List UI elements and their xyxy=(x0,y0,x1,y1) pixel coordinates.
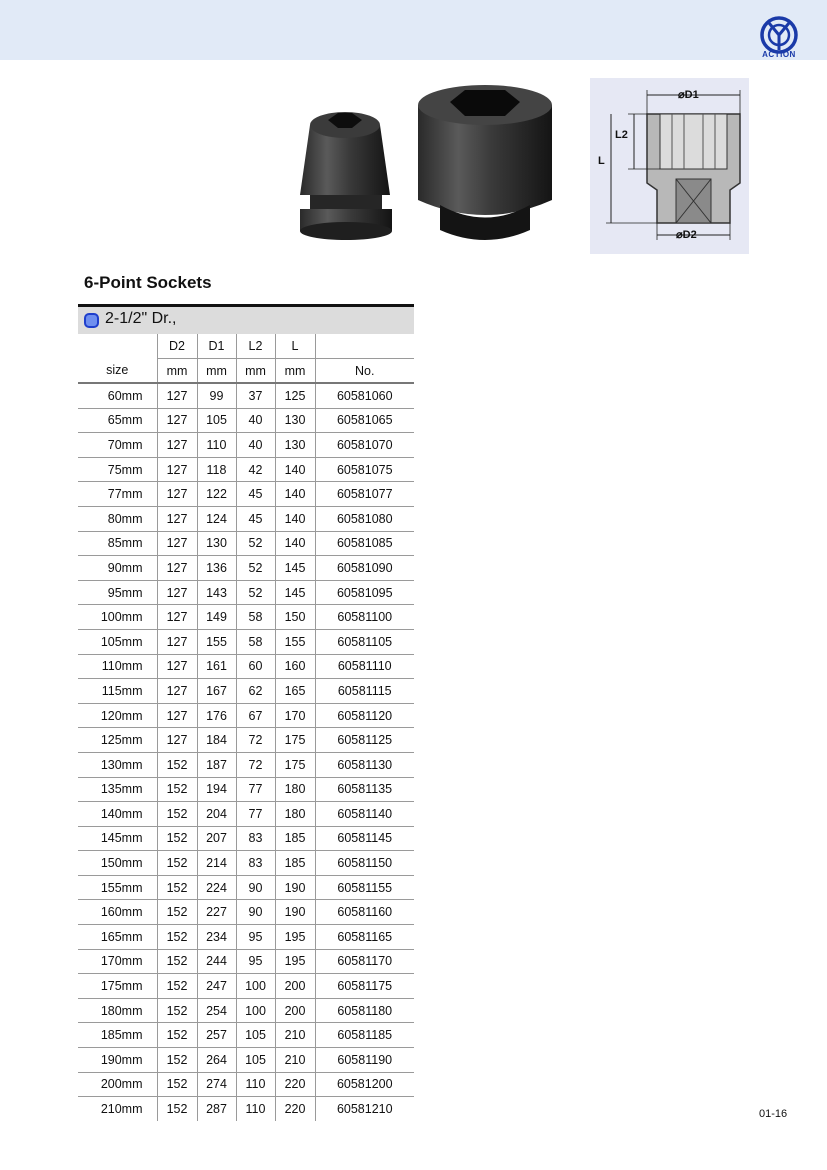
table-row xyxy=(78,1072,414,1097)
table-row xyxy=(78,1097,414,1121)
table-cell: 170 xyxy=(275,703,315,728)
table-cell: 167 xyxy=(197,679,236,704)
header-cell: size xyxy=(78,359,157,384)
table-row xyxy=(78,605,414,630)
table-cell: 140mm xyxy=(78,802,157,827)
table-cell: 220 xyxy=(275,1097,315,1121)
table-cell: 150mm xyxy=(78,851,157,876)
table-cell: 200 xyxy=(275,974,315,999)
table-cell: 100 xyxy=(236,974,275,999)
table-cell: 40 xyxy=(236,408,275,433)
table-row xyxy=(78,679,414,704)
table-cell: 77mm xyxy=(78,482,157,507)
table-cell: 152 xyxy=(157,900,197,925)
product-photo xyxy=(290,80,560,250)
table-cell: 90mm xyxy=(78,556,157,581)
header-cell: No. xyxy=(315,359,414,384)
table-row xyxy=(78,752,414,777)
table-cell: 110 xyxy=(236,1097,275,1121)
table-row xyxy=(78,654,414,679)
table-cell: 170mm xyxy=(78,949,157,974)
table-row xyxy=(78,826,414,851)
dimension-diagram xyxy=(590,78,749,254)
table-cell: 95mm xyxy=(78,580,157,605)
table-cell: 60581095 xyxy=(315,580,414,605)
table-cell: 127 xyxy=(157,679,197,704)
diagram-d1-label: ⌀D1 xyxy=(678,89,699,101)
table-cell: 127 xyxy=(157,580,197,605)
table-cell: 127 xyxy=(157,556,197,581)
table-cell: 180mm xyxy=(78,998,157,1023)
table-cell: 185 xyxy=(275,826,315,851)
table-cell: 60581155 xyxy=(315,875,414,900)
table-row xyxy=(78,482,414,507)
header-cell: mm xyxy=(236,359,275,384)
table-cell: 60581100 xyxy=(315,605,414,630)
table-cell: 190 xyxy=(275,875,315,900)
table-cell: 60581185 xyxy=(315,1023,414,1048)
table-cell: 127 xyxy=(157,531,197,556)
table-cell: 130 xyxy=(275,433,315,458)
table-cell: 152 xyxy=(157,1097,197,1121)
table-cell: 60581175 xyxy=(315,974,414,999)
table-row xyxy=(78,433,414,458)
table-cell: 127 xyxy=(157,433,197,458)
table-cell: 190mm xyxy=(78,1048,157,1073)
table-cell: 175mm xyxy=(78,974,157,999)
table-cell: 83 xyxy=(236,851,275,876)
section-title: 6-Point Sockets xyxy=(84,273,212,292)
table-cell: 83 xyxy=(236,826,275,851)
table-cell: 60581105 xyxy=(315,629,414,654)
table-cell: 75mm xyxy=(78,457,157,482)
drive-label: 2-1/2" Dr., xyxy=(105,310,177,327)
table-cell: 60581065 xyxy=(315,408,414,433)
table-cell: 60581180 xyxy=(315,998,414,1023)
table-cell: 152 xyxy=(157,826,197,851)
table-cell: 60581075 xyxy=(315,457,414,482)
table-cell: 124 xyxy=(197,506,236,531)
table-cell: 155 xyxy=(275,629,315,654)
table-cell: 244 xyxy=(197,949,236,974)
table-cell: 127 xyxy=(157,506,197,531)
table-row xyxy=(78,875,414,900)
table-cell: 60581085 xyxy=(315,531,414,556)
table-cell: 60581145 xyxy=(315,826,414,851)
page-number: 01-16 xyxy=(759,1108,788,1120)
table-cell: 190 xyxy=(275,900,315,925)
table-cell: 105 xyxy=(197,408,236,433)
table-cell: 60581130 xyxy=(315,752,414,777)
table-cell: 105mm xyxy=(78,629,157,654)
table-cell: 130 xyxy=(197,531,236,556)
table-cell: 136 xyxy=(197,556,236,581)
table-row xyxy=(78,629,414,654)
table-cell: 77 xyxy=(236,802,275,827)
table-row xyxy=(78,506,414,531)
table-cell: 60mm xyxy=(78,383,157,408)
table-cell: 65mm xyxy=(78,408,157,433)
table-cell: 95 xyxy=(236,949,275,974)
table-cell: 105 xyxy=(236,1023,275,1048)
table-cell: 80mm xyxy=(78,506,157,531)
table-cell: 140 xyxy=(275,506,315,531)
table-cell: 72 xyxy=(236,752,275,777)
table-row xyxy=(78,1023,414,1048)
table-cell: 195 xyxy=(275,925,315,950)
table-cell: 160mm xyxy=(78,900,157,925)
table-cell: 204 xyxy=(197,802,236,827)
table-cell: 100 xyxy=(236,998,275,1023)
header-band xyxy=(0,0,827,60)
header-cell: D1 xyxy=(197,334,236,359)
table-cell: 149 xyxy=(197,605,236,630)
table-cell: 152 xyxy=(157,1048,197,1073)
table-row xyxy=(78,949,414,974)
table-cell: 210mm xyxy=(100,1102,143,1117)
table-cell: 160 xyxy=(275,654,315,679)
table-cell: 67 xyxy=(236,703,275,728)
table-row xyxy=(78,556,414,581)
table-cell: 234 xyxy=(197,925,236,950)
diagram-l2-label: L2 xyxy=(615,129,628,141)
table-cell: 152 xyxy=(157,802,197,827)
table-cell: 227 xyxy=(197,900,236,925)
table-cell: 77 xyxy=(236,777,275,802)
header-cell: L2 xyxy=(236,334,275,359)
table-cell: 152 xyxy=(157,851,197,876)
table-cell: 62 xyxy=(236,679,275,704)
table-cell: 165mm xyxy=(78,925,157,950)
table-cell: 152 xyxy=(157,974,197,999)
table-cell: 152 xyxy=(157,1072,197,1097)
table-cell: 180 xyxy=(275,802,315,827)
table-cell: 175 xyxy=(275,728,315,753)
table-cell: 45 xyxy=(236,506,275,531)
table-cell: 152 xyxy=(157,777,197,802)
table-cell: 152 xyxy=(157,875,197,900)
table-cell: 60581110 xyxy=(315,654,414,679)
table-cell: 274 xyxy=(197,1072,236,1097)
table-cell: 60581200 xyxy=(315,1072,414,1097)
table-cell: 184 xyxy=(197,728,236,753)
table-row xyxy=(78,777,414,802)
table-header-row-1 xyxy=(78,334,414,359)
table-cell: 152 xyxy=(157,925,197,950)
table-cell: 200mm xyxy=(78,1072,157,1097)
table-cell: 85mm xyxy=(78,531,157,556)
table-cell: 110mm xyxy=(78,654,157,679)
table-cell: 165 xyxy=(275,679,315,704)
table-cell: 60581120 xyxy=(315,703,414,728)
table-cell: 127 xyxy=(157,629,197,654)
table-cell: 40 xyxy=(236,433,275,458)
table-cell: 152 xyxy=(157,752,197,777)
table-row xyxy=(78,1048,414,1073)
table-cell: 145 xyxy=(275,580,315,605)
table-cell: 60581210 xyxy=(315,1097,414,1121)
table-cell: 90 xyxy=(236,875,275,900)
table-cell: 127 xyxy=(157,728,197,753)
table-cell: 110 xyxy=(236,1072,275,1097)
table-cell: 194 xyxy=(197,777,236,802)
table-row xyxy=(78,408,414,433)
table-cell: 127 xyxy=(157,605,197,630)
table-cell: 125mm xyxy=(78,728,157,753)
table-cell: 185mm xyxy=(78,1023,157,1048)
table-cell: 60581077 xyxy=(315,482,414,507)
table-cell: 120mm xyxy=(78,703,157,728)
table-cell: 130 xyxy=(275,408,315,433)
table-cell: 52 xyxy=(236,556,275,581)
table-cell: 155 xyxy=(197,629,236,654)
table-cell: 135mm xyxy=(78,777,157,802)
table-row xyxy=(78,998,414,1023)
table-cell: 145mm xyxy=(78,826,157,851)
header-cell: D2 xyxy=(157,334,197,359)
table-row xyxy=(78,925,414,950)
table-cell: 45 xyxy=(236,482,275,507)
table-cell: 60581160 xyxy=(315,900,414,925)
table-cell: 214 xyxy=(197,851,236,876)
table-cell: 207 xyxy=(197,826,236,851)
table-row xyxy=(78,383,414,408)
table-cell: 127 xyxy=(157,482,197,507)
table-cell: 140 xyxy=(275,457,315,482)
table-cell: 200 xyxy=(275,998,315,1023)
bullet-icon xyxy=(84,313,99,328)
table-cell: 143 xyxy=(197,580,236,605)
table-cell: 254 xyxy=(197,998,236,1023)
table-cell: 37 xyxy=(236,383,275,408)
table-cell: 60581115 xyxy=(315,679,414,704)
table-cell: 72 xyxy=(236,728,275,753)
table-cell: 195 xyxy=(275,949,315,974)
table-cell: 127 xyxy=(157,408,197,433)
table-cell: 118 xyxy=(197,457,236,482)
table-cell: 161 xyxy=(197,654,236,679)
table-cell: 95 xyxy=(236,925,275,950)
table-cell: 58 xyxy=(236,629,275,654)
table-cell: 257 xyxy=(197,1023,236,1048)
table-cell: 140 xyxy=(275,531,315,556)
table-cell: 125 xyxy=(275,383,315,408)
header-cell: L xyxy=(275,334,315,359)
table-cell: 60581135 xyxy=(315,777,414,802)
table-cell: 264 xyxy=(197,1048,236,1073)
table-cell: 187 xyxy=(197,752,236,777)
table-cell: 175 xyxy=(275,752,315,777)
table-cell: 152 xyxy=(157,1023,197,1048)
table-cell: 127 xyxy=(157,457,197,482)
diagram-l-label: L xyxy=(598,155,605,167)
table-cell: 60581190 xyxy=(315,1048,414,1073)
header-cell: mm xyxy=(275,359,315,384)
table-row xyxy=(78,728,414,753)
table-cell: 60581090 xyxy=(315,556,414,581)
table-cell: 130mm xyxy=(78,752,157,777)
drive-subheader xyxy=(78,307,414,334)
header-cell xyxy=(78,334,157,359)
table-cell: 60581070 xyxy=(315,433,414,458)
table-cell: 150 xyxy=(275,605,315,630)
table-row xyxy=(78,457,414,482)
header-cell: mm xyxy=(157,359,197,384)
table-row xyxy=(78,531,414,556)
table-cell: 127 xyxy=(157,654,197,679)
table-cell: 60 xyxy=(236,654,275,679)
table-row xyxy=(78,802,414,827)
table-cell: 60581140 xyxy=(315,802,414,827)
table-cell: 90 xyxy=(236,900,275,925)
diagram-d2-label: ⌀D2 xyxy=(676,229,697,241)
header-cell: mm xyxy=(197,359,236,384)
table-cell: 210 xyxy=(275,1048,315,1073)
table-row xyxy=(78,974,414,999)
table-cell: 115mm xyxy=(78,679,157,704)
spec-table xyxy=(78,334,414,1121)
table-cell: 60581170 xyxy=(315,949,414,974)
table-cell: 152 xyxy=(157,949,197,974)
table-cell: 180 xyxy=(275,777,315,802)
table-cell: 52 xyxy=(236,580,275,605)
table-cell: 99 xyxy=(197,383,236,408)
table-cell: 110 xyxy=(197,433,236,458)
brand-logo-text: ACTION xyxy=(762,50,796,59)
table-cell: 70mm xyxy=(78,433,157,458)
table-cell: 105 xyxy=(236,1048,275,1073)
table-cell: 60581125 xyxy=(315,728,414,753)
table-cell: 210 xyxy=(275,1023,315,1048)
table-row xyxy=(78,900,414,925)
table-cell: 60581150 xyxy=(315,851,414,876)
table-row xyxy=(78,703,414,728)
table-cell: 140 xyxy=(275,482,315,507)
table-cell: 60581060 xyxy=(315,383,414,408)
table-cell: 176 xyxy=(197,703,236,728)
table-cell: 152 xyxy=(157,998,197,1023)
table-cell: 127 xyxy=(157,703,197,728)
table-cell: 155mm xyxy=(78,875,157,900)
table-cell: 287 xyxy=(197,1097,236,1121)
table-cell: 185 xyxy=(275,851,315,876)
table-cell: 58 xyxy=(236,605,275,630)
table-cell: 247 xyxy=(197,974,236,999)
table-cell: 220 xyxy=(275,1072,315,1097)
table-cell: 145 xyxy=(275,556,315,581)
table-row xyxy=(78,580,414,605)
table-cell: 42 xyxy=(236,457,275,482)
table-cell: 127 xyxy=(157,383,197,408)
table-cell: 60581080 xyxy=(315,506,414,531)
table-cell: 122 xyxy=(197,482,236,507)
table-cell: 100mm xyxy=(78,605,157,630)
table-row xyxy=(78,851,414,876)
table-cell: 224 xyxy=(197,875,236,900)
table-header-row-2 xyxy=(78,359,414,384)
header-cell xyxy=(315,334,414,359)
table-cell: 60581165 xyxy=(315,925,414,950)
table-cell: 52 xyxy=(236,531,275,556)
